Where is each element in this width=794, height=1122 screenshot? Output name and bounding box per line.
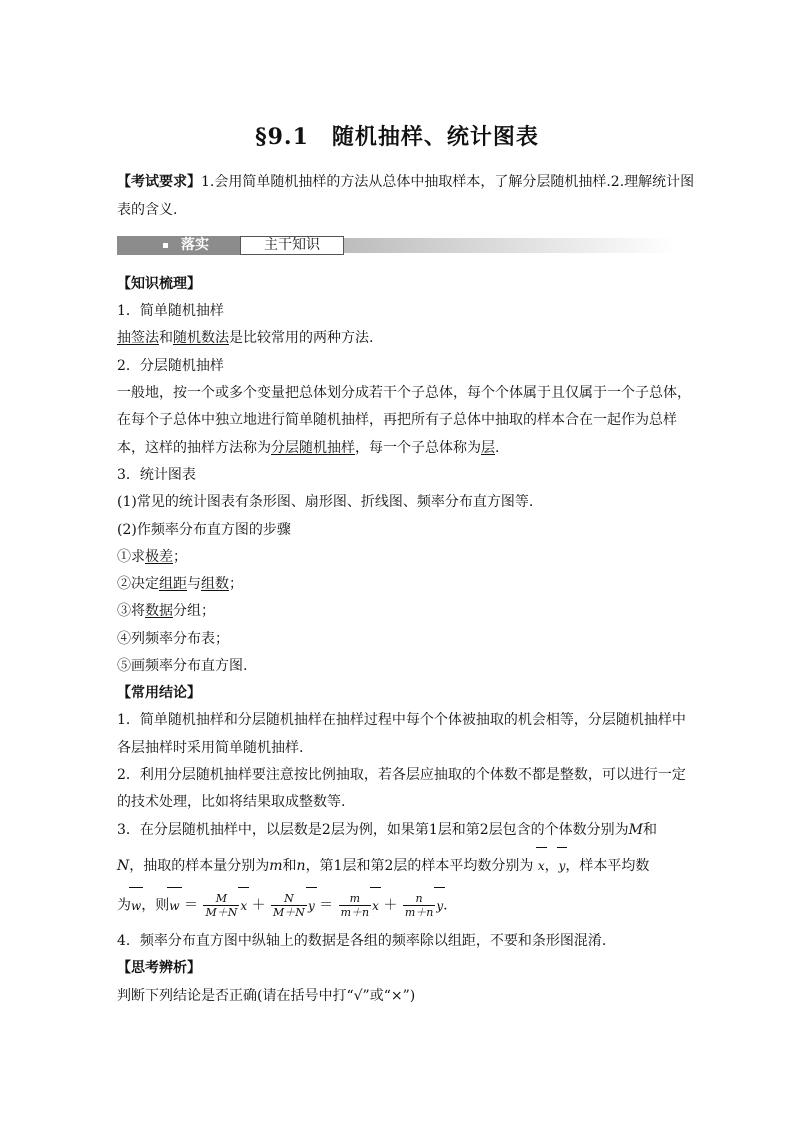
knowledge-heading: 【知识梳理】 <box>117 276 201 292</box>
text-fragment: ； <box>229 576 243 592</box>
underlined-term: 分层随机抽样 <box>271 440 355 456</box>
underlined-term: 层 <box>481 440 495 456</box>
mean-y: y <box>308 896 315 916</box>
mean-x: x <box>372 896 379 916</box>
square-bullet-icon <box>163 243 168 248</box>
exam-requirement-text: 1.会用简单随机抽样的方法从总体中抽取样本，了解分层随机抽样.2.理解统计图 <box>201 174 695 190</box>
section-banner <box>117 236 677 255</box>
exam-requirement-tag: 【考试要求】 <box>117 174 201 190</box>
text-fragment: ，则 <box>141 897 170 914</box>
text-fragment: 与 <box>187 576 201 592</box>
banner-gradient-bar <box>344 238 677 253</box>
mean-y: y <box>559 856 566 876</box>
exam-requirement-line1 <box>117 172 695 192</box>
equals-sign: ＝ <box>319 897 334 914</box>
text-fragment: ，第1层和第2层的样本平均数分别为 <box>305 858 534 874</box>
text-fragment: 分组； <box>173 603 215 619</box>
underlined-term: 组距 <box>159 576 187 592</box>
section-1-title: 1．简单随机抽样 <box>117 303 224 319</box>
frac-num: m <box>339 892 372 906</box>
banner-label-right: 主干知识 <box>240 236 344 255</box>
text-fragment: 本，这样的抽样方法称为 <box>117 440 271 456</box>
frac-den: M＋N <box>205 906 238 919</box>
fraction-n <box>403 892 436 919</box>
step-1 <box>117 547 677 567</box>
underlined-term: 抽签法 <box>117 330 159 346</box>
section-2-title: 2．分层随机抽样 <box>117 358 224 374</box>
underlined-term: 极差 <box>145 549 173 565</box>
plus-sign: ＋ <box>251 897 266 914</box>
conclusion-2-line1: 2．利用分层随机抽样要注意按比例抽取，若各层应抽取的个体数不都是整数，可以进行一定 <box>117 767 686 783</box>
fraction-m <box>339 892 372 919</box>
thinking-heading: 【思考辨析】 <box>117 960 201 976</box>
frac-den: m＋n <box>340 906 370 919</box>
section-3-title: 3．统计图表 <box>117 467 196 483</box>
underlined-term: 随机数法 <box>173 330 229 346</box>
text-fragment: 为 <box>117 897 131 914</box>
banner-dark-tab <box>117 236 240 255</box>
section-2-line1: 一般地，按一个或多个变量把总体划分成若干个子总体，每个个体属于且仅属于一个子总体， <box>117 385 691 401</box>
conclusion-2-line2: 的技术处理，比如将结果取成整数等. <box>117 794 346 810</box>
fraction-N <box>271 892 307 919</box>
frac-num: N <box>271 892 307 906</box>
frac-num: n <box>403 892 436 906</box>
mean-y: y <box>436 896 443 916</box>
math-var: N <box>117 858 130 874</box>
frac-den: M＋N <box>273 906 305 919</box>
section-3-item2: (2)作频率分布直方图的步骤 <box>117 522 291 538</box>
text-fragment: 3．在分层随机抽样中，以层数是2层为例，如果第1层和第2层包含的个体数分别为 <box>117 822 629 838</box>
plus-sign: ＋ <box>383 897 398 914</box>
equals-sign: ＝ <box>184 897 199 914</box>
thinking-instruction: 判断下列结论是否正确(请在括号中打“√”或“×”) <box>117 988 416 1004</box>
conclusion-1-line2: 各层抽样时采用简单随机抽样. <box>117 740 304 756</box>
underlined-term: 组数 <box>201 576 229 592</box>
conclusions-heading: 【常用结论】 <box>117 685 201 701</box>
fraction-M <box>203 892 239 919</box>
mean-x: x <box>240 896 247 916</box>
conclusion-4: 4．频率分布直方图中纵轴上的数据是各组的频率除以组距，不要和条形图混淆. <box>117 933 607 949</box>
conclusion-3-line1 <box>117 820 677 840</box>
underlined-term: 数据 <box>145 603 173 619</box>
text-fragment: ①求 <box>117 549 145 565</box>
text-fragment: 和 <box>159 330 173 346</box>
step-5: ⑤画频率分布直方图. <box>117 658 248 674</box>
conclusion-1-line1: 1．简单随机抽样和分层随机抽样在抽样过程中每个个体被抽取的机会相等，分层随机抽样中 <box>117 712 686 728</box>
text-fragment: ； <box>173 549 187 565</box>
text-fragment: . <box>495 440 500 456</box>
text-fragment: . <box>443 897 448 914</box>
conclusion-3-line2 <box>117 856 677 876</box>
text-fragment: ，样本平均数 <box>565 858 650 874</box>
text-fragment: ③将 <box>117 603 145 619</box>
banner-label-left: 落实 <box>181 237 209 253</box>
mean-w: w <box>169 896 179 916</box>
step-4: ④列频率分布表； <box>117 631 229 647</box>
text-fragment: 和 <box>282 858 297 874</box>
frac-num: M <box>203 892 239 906</box>
text-fragment: 和 <box>642 822 657 838</box>
text-fragment: 是比较常用的两种方法. <box>229 330 374 346</box>
math-var: m <box>269 858 283 874</box>
text-fragment: ②决定 <box>117 576 159 592</box>
math-var: M <box>628 822 643 838</box>
mean-x: x <box>538 856 545 876</box>
frac-den: m＋n <box>404 906 434 919</box>
page-title: §9.1 随机抽样、统计图表 <box>255 124 539 150</box>
conclusion-3-formula <box>117 892 677 919</box>
text-fragment: ， <box>544 858 559 874</box>
step-2 <box>117 574 677 594</box>
step-3 <box>117 601 677 621</box>
exam-requirement-line2: 表的含义. <box>117 202 178 218</box>
text-fragment: ，每一个子总体称为 <box>355 440 481 456</box>
section-2-line3 <box>117 438 677 458</box>
section-3-item1: (1)常见的统计图表有条形图、扇形图、折线图、频率分布直方图等. <box>117 494 534 510</box>
section-1-text <box>117 328 677 348</box>
math-var: n <box>296 858 306 874</box>
section-2-line2: 在每个子总体中独立地进行简单随机抽样，再把所有子总体中抽取的样本合在一起作为总样 <box>117 412 677 428</box>
text-fragment: ，抽取的样本量分别为 <box>129 858 270 874</box>
mean-w: w <box>131 896 141 916</box>
